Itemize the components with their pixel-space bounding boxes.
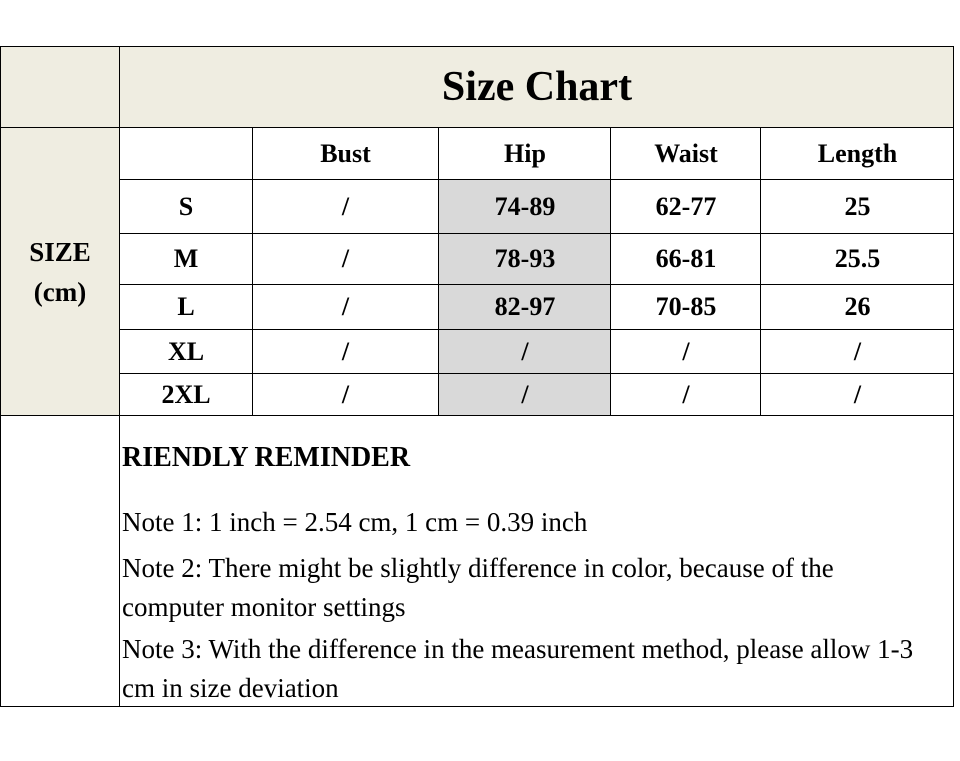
title-text: Size Chart — [441, 64, 633, 110]
grid-line — [0, 415, 954, 416]
col-header-length: Length — [817, 139, 898, 168]
waist-cell: / — [682, 336, 690, 366]
col-header-hip: Hip — [504, 139, 546, 168]
waist-cell: 62-77 — [655, 191, 717, 221]
size-cell: L — [177, 292, 195, 321]
note-2: Note 2: There might be slightly difference in color, because of the computer monitor settings — [122, 553, 834, 622]
hip-cell: / — [521, 336, 529, 366]
size-unit-label — [0, 128, 120, 416]
grid-line — [120, 179, 954, 180]
length-cell: / — [853, 336, 862, 366]
bust-cell: / — [341, 379, 350, 409]
length-cell: 25.5 — [834, 244, 881, 273]
grid-line — [610, 128, 611, 416]
size-cell: M — [173, 244, 199, 273]
size-cell: 2XL — [161, 379, 211, 409]
reminder-title: RIENDLY REMINDER — [122, 442, 411, 473]
corner-cell — [0, 46, 120, 128]
page-title — [120, 46, 954, 128]
unit-label: (cm) — [33, 277, 87, 307]
note-1: Note 1: 1 inch = 2.54 cm, 1 cm = 0.39 inch — [122, 507, 588, 537]
waist-cell: 66-81 — [655, 244, 717, 273]
grid-line — [120, 329, 954, 330]
grid-line — [120, 284, 954, 285]
grid-line — [438, 128, 439, 416]
hip-cell: / — [521, 379, 529, 409]
size-cell: S — [178, 191, 194, 221]
grid-line — [120, 373, 954, 374]
hip-cell: 82-97 — [494, 292, 556, 321]
grid-line — [0, 46, 954, 47]
hip-cell: 74-89 — [494, 191, 556, 221]
grid-line — [252, 128, 253, 416]
col-header-bust: Bust — [320, 139, 371, 168]
grid-line — [760, 128, 761, 416]
length-cell: / — [853, 379, 862, 409]
grid-line — [120, 233, 954, 234]
bust-cell: / — [341, 244, 350, 273]
size-label: SIZE — [29, 237, 91, 267]
length-cell: 26 — [844, 292, 871, 321]
bust-cell: / — [341, 336, 350, 366]
length-cell: 25 — [844, 191, 871, 221]
grid-line — [0, 46, 1, 707]
grid-line — [119, 46, 120, 707]
grid-line — [953, 46, 954, 707]
note-3: Note 3: With the difference in the measurement method, please allow 1-3 cm in size deviation — [122, 634, 914, 703]
bust-cell: / — [341, 191, 350, 221]
size-cell: XL — [167, 336, 205, 366]
hip-cell: 78-93 — [494, 244, 556, 273]
col-header-waist: Waist — [654, 139, 718, 168]
waist-cell: 70-85 — [655, 292, 717, 321]
bust-cell: / — [341, 292, 350, 321]
waist-cell: / — [682, 379, 690, 409]
grid-line — [0, 127, 954, 128]
